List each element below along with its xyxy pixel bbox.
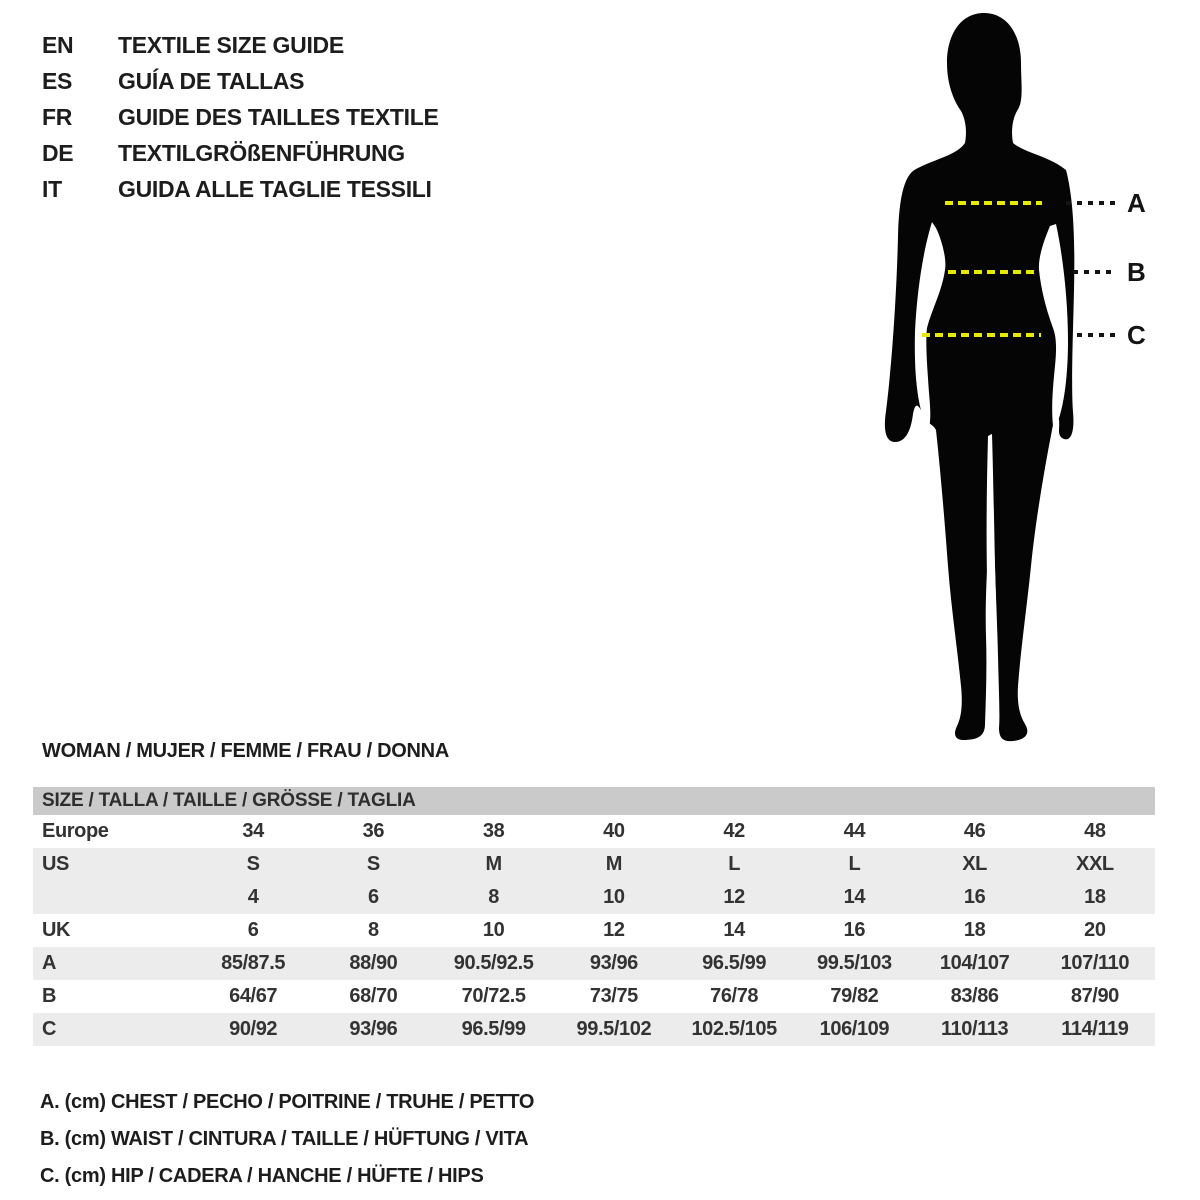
row-label [33,881,193,914]
table-cell: 46 [963,820,986,842]
table-cell: 68/70 [349,985,398,1007]
table-cell: 96.5/99 [702,952,767,974]
table-cell: 38 [482,820,505,842]
table-cell: 90/92 [229,1018,278,1040]
lang-code: ES [42,67,73,94]
section-heading-woman: WOMAN / MUJER / FEMME / FRAU / DONNA [42,740,449,762]
title-row-fr [42,99,439,135]
table-cell: 8 [368,919,379,941]
row-label: UK [42,919,71,941]
table-cell: 10 [603,886,625,908]
table-cell: L [848,853,861,875]
title-text: TEXTILE SIZE GUIDE [118,31,344,58]
table-cell: 12 [603,919,625,941]
table-cell: 18 [963,919,986,941]
table-row-us-numeric [33,881,1155,914]
table-cell: 93/96 [589,952,638,974]
legend-waist: B. (cm) WAIST / CINTURA / TAILLE / HÜFTUNG / VITA [40,1128,529,1150]
title-text: TEXTILGRÖßENFÜHRUNG [118,139,405,166]
table-cell: 70/72.5 [461,985,526,1007]
chest-measure-leader [1066,201,1116,205]
table-cell: 44 [843,820,866,842]
table-cell: 102.5/105 [691,1018,777,1040]
woman-silhouette-body [885,13,1074,741]
table-cell: 93/96 [349,1018,398,1040]
table-cell: 6 [247,919,259,941]
table-cell: 42 [723,820,745,842]
lang-code: IT [42,175,62,202]
table-cell: 110/113 [940,1018,1009,1040]
size-table [33,787,1155,1046]
title-language-block [42,27,439,207]
table-row-chest-a [33,947,1155,980]
title-row-de [42,135,439,171]
table-cell: 16 [843,919,866,941]
hip-measure-leader [1077,333,1115,337]
row-label: C [42,1018,57,1040]
legend-hip: C. (cm) HIP / CADERA / HANCHE / HÜFTE / HIPS [40,1165,484,1187]
table-cell: S [366,853,380,875]
table-cell: S [246,853,260,875]
table-cell: 64/67 [229,985,278,1007]
marker-c: C [1127,320,1146,350]
marker-b: B [1127,257,1146,287]
lang-code: DE [42,139,74,166]
table-cell: 87/90 [1070,985,1119,1007]
table-cell: XXL [1076,853,1114,875]
table-cell: 16 [963,886,986,908]
lang-code: FR [42,103,73,130]
table-cell: 104/107 [939,952,1010,974]
table-cell: M [605,853,622,875]
title-text: GUIDA ALLE TAGLIE TESSILI [118,175,432,202]
title-text: GUÍA DE TALLAS [118,67,305,94]
table-row-hip-c [33,1013,1155,1046]
table-cell: 76/78 [710,985,759,1007]
table-cell: 14 [723,919,745,941]
table-cell: 10 [482,919,505,941]
size-table-header: SIZE / TALLA / TAILLE / GRÖSSE / TAGLIA [33,787,1155,815]
table-cell: 18 [1084,886,1106,908]
table-cell: 6 [368,886,379,908]
waist-measure-line [948,270,1035,274]
legend-chest: A. (cm) CHEST / PECHO / POITRINE / TRUHE / PETTO [40,1091,535,1113]
title-text: GUIDE DES TAILLES TEXTILE [118,103,439,130]
table-cell: 4 [247,886,259,908]
table-cell: 99.5/103 [817,952,892,974]
table-cell: 8 [488,886,499,908]
table-cell: XL [962,853,987,875]
waist-measure-leader [1073,270,1115,274]
table-row-waist-b [33,980,1155,1013]
table-cell: L [728,853,741,875]
table-cell: 48 [1084,820,1106,842]
table-cell: 96.5/99 [461,1018,526,1040]
table-cell: 99.5/102 [576,1018,652,1040]
row-label: B [42,985,57,1007]
row-label: Europe [42,820,109,842]
table-cell: 12 [723,886,745,908]
woman-silhouette-figure [853,6,1103,750]
row-label: US [42,853,69,875]
table-cell: 88/90 [349,952,398,974]
table-cell: 36 [362,820,385,842]
table-cell: 73/75 [589,985,638,1007]
table-cell: 79/82 [830,985,879,1007]
table-cell: 40 [603,820,625,842]
table-cell: M [485,853,502,875]
title-row-en [42,27,439,63]
table-cell: 83/86 [950,985,999,1007]
lang-code: EN [42,31,74,58]
table-row-europe [33,815,1155,848]
table-row-us [33,848,1155,881]
table-cell: 90.5/92.5 [453,952,534,974]
table-cell: 106/109 [819,1018,890,1040]
hip-measure-line [922,333,1041,337]
row-label: A [42,952,57,974]
table-row-uk [33,914,1155,947]
table-cell: 107/110 [1060,952,1130,974]
measurement-legend [40,1084,534,1195]
table-cell: 14 [843,886,866,908]
chest-measure-line [945,201,1042,205]
table-cell: 20 [1084,919,1106,941]
table-cell: 114/119 [1061,1018,1129,1040]
title-row-it [42,171,439,207]
table-cell: 85/87.5 [221,952,286,974]
table-cell: 34 [242,820,264,842]
marker-a: A [1127,188,1146,218]
title-row-es [42,63,439,99]
